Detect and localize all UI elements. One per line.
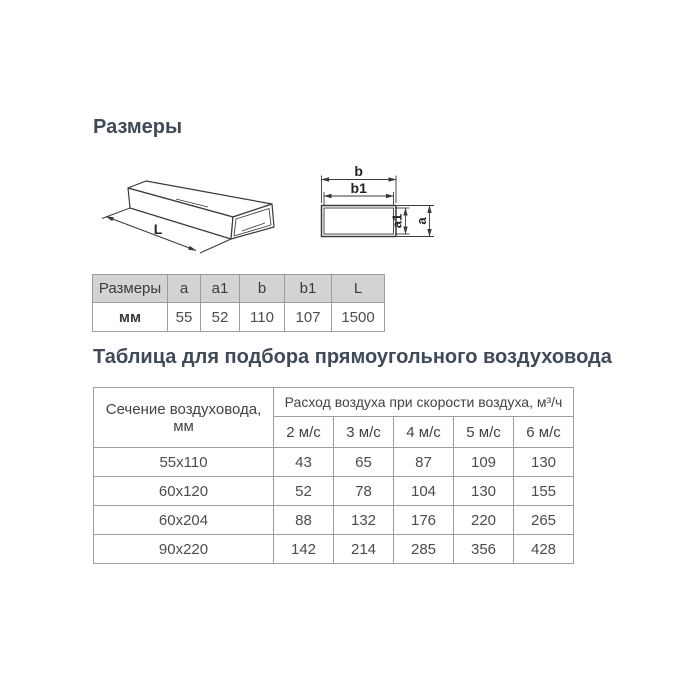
selection-section-title: Таблица для подбора прямоугольного воздуховода [93, 346, 612, 368]
duct-cross-section-drawing [310, 155, 450, 265]
airflow-cell: 43 [274, 448, 334, 477]
speed-header-cell: 4 м/с [394, 417, 454, 448]
dim-header-cell: a1 [201, 275, 240, 303]
speed-header-cell: 5 м/с [454, 417, 514, 448]
speed-header-cell: 3 м/с [334, 417, 394, 448]
length-dimension-label: L [153, 221, 163, 237]
table-row [94, 535, 574, 564]
selection-table-group-header-row [94, 388, 574, 417]
section-cell: 60x120 [94, 477, 274, 506]
airflow-cell: 142 [274, 535, 334, 564]
cross-section-inner-rect [324, 208, 394, 234]
outer-width-label: b [354, 163, 363, 179]
airflow-cell: 356 [454, 535, 514, 564]
dim-header-cell: b [240, 275, 285, 303]
airflow-cell: 265 [514, 506, 574, 535]
dimensions-table-header-row [93, 275, 385, 303]
section-cell: 90x220 [94, 535, 274, 564]
section-cell: 60x204 [94, 506, 274, 535]
outer-height-label: a [414, 217, 429, 225]
dim-value-cell: 110 [240, 303, 285, 332]
speed-header-cell: 6 м/с [514, 417, 574, 448]
airflow-selection-table [93, 387, 574, 564]
airflow-cell: 214 [334, 535, 394, 564]
section-column-header: Сечение воздуховода, мм [94, 388, 274, 448]
dim-header-cell: L [332, 275, 385, 303]
dim-value-cell: 107 [285, 303, 332, 332]
airflow-cell: 104 [394, 477, 454, 506]
dim-value-cell: 55 [168, 303, 201, 332]
inner-width-label: b1 [350, 180, 367, 196]
dim-unit-cell: мм [93, 303, 168, 332]
inner-height-label: a1 [389, 213, 405, 229]
dim-value-cell: 52 [201, 303, 240, 332]
dim-value-cell: 1500 [332, 303, 385, 332]
airflow-cell: 130 [514, 448, 574, 477]
extension-line [200, 239, 231, 253]
table-row [94, 477, 574, 506]
airflow-cell: 65 [334, 448, 394, 477]
speed-header-cell: 2 м/с [274, 417, 334, 448]
dimensions-table-value-row [93, 303, 385, 332]
dimensions-table [92, 274, 385, 332]
airflow-cell: 87 [394, 448, 454, 477]
airflow-cell: 428 [514, 535, 574, 564]
airflow-cell: 109 [454, 448, 514, 477]
airflow-group-header: Расход воздуха при скорости воздуха, м³/ч [274, 388, 574, 417]
dim-header-cell: a [168, 275, 201, 303]
table-row [94, 506, 574, 535]
duct-isometric-drawing [90, 155, 320, 285]
airflow-cell: 220 [454, 506, 514, 535]
airflow-cell: 285 [394, 535, 454, 564]
airflow-cell: 155 [514, 477, 574, 506]
airflow-cell: 132 [334, 506, 394, 535]
airflow-cell: 130 [454, 477, 514, 506]
airflow-cell: 78 [334, 477, 394, 506]
sizes-section-title: Размеры [93, 116, 183, 138]
section-cell: 55x110 [94, 448, 274, 477]
dim-header-cell: Размеры [93, 275, 168, 303]
airflow-cell: 52 [274, 477, 334, 506]
dim-header-cell: b1 [285, 275, 332, 303]
airflow-cell: 88 [274, 506, 334, 535]
airflow-cell: 176 [394, 506, 454, 535]
table-row [94, 448, 574, 477]
